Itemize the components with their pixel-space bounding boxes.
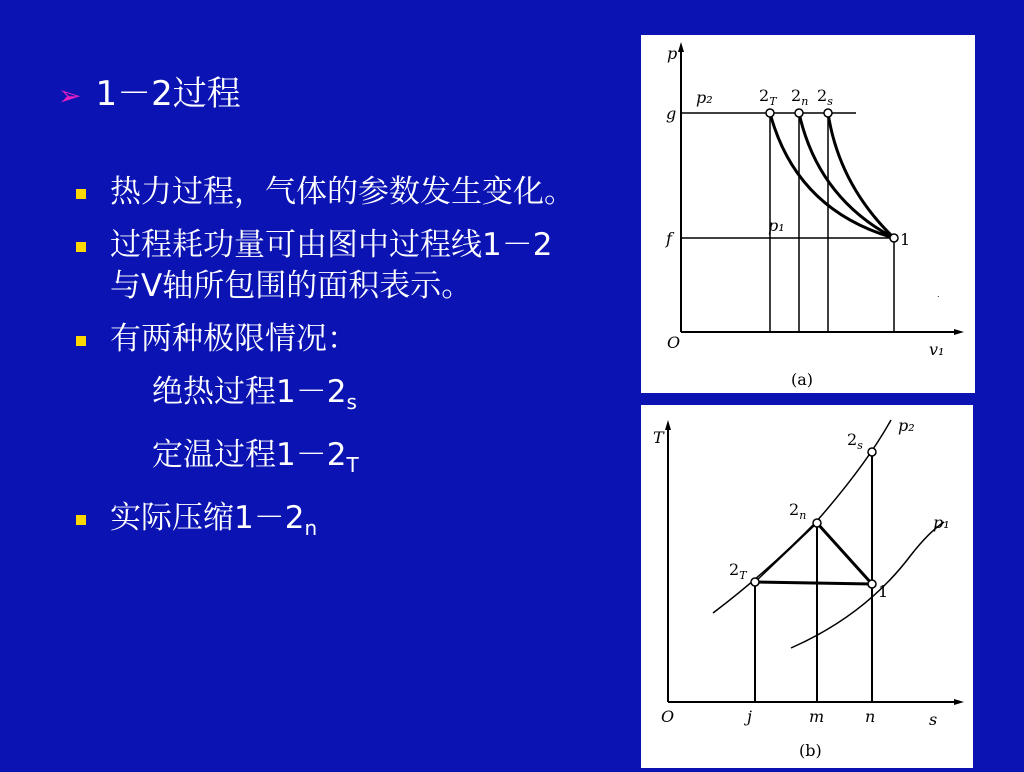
pv-caption: (a): [791, 370, 814, 389]
point-1: [890, 234, 898, 242]
isothermal-line: [755, 582, 872, 584]
point-2s: [824, 109, 832, 117]
segment-2T-2n: [755, 523, 817, 582]
bullet-item: [70, 225, 580, 307]
label-1: 1: [878, 582, 889, 601]
square-bullet-icon: [76, 336, 86, 346]
label-2s: $2_s$: [847, 430, 863, 452]
label-2T: $2_T$: [729, 560, 747, 582]
sub-item-isothermal: [70, 435, 580, 486]
square-bullet-icon: [76, 189, 86, 199]
bullet-item: [70, 319, 580, 360]
label-f: f: [666, 229, 672, 248]
pv-y-axis-label: p: [667, 44, 678, 63]
sub-item-adiabatic: [70, 372, 580, 423]
polytropic-line: [817, 523, 872, 584]
pv-diagram-panel: [641, 35, 975, 393]
bullet-text: 实际压缩1－2: [110, 500, 305, 536]
sub-item-text: 绝热过程1－2: [152, 374, 347, 410]
sub-item-subscript: s: [346, 390, 357, 414]
point-2n: [795, 109, 803, 117]
pv-x-axis-label: v₁: [929, 340, 945, 359]
label-2T: $2_T$: [759, 86, 777, 108]
ts-caption: (b): [799, 741, 822, 760]
pv-origin-label: O: [667, 333, 681, 352]
sub-item-subscript: T: [346, 453, 359, 477]
label-p2: p₂: [696, 88, 713, 107]
label-p2: p₂: [898, 416, 915, 435]
label-2s: $2_s$: [817, 86, 833, 108]
point-2T: [751, 578, 759, 586]
label-2n: $2_n$: [791, 86, 809, 108]
arrow-bullet-icon: ➢: [58, 79, 82, 112]
label-1: 1: [900, 230, 911, 249]
point-2s: [868, 448, 876, 456]
ts-x-axis-label: s: [929, 710, 938, 729]
bullet-item: [70, 172, 580, 213]
label-p1: p₁: [933, 513, 950, 532]
label-g: g: [666, 104, 677, 123]
slide-title-text: 1－2过程: [95, 74, 241, 114]
ts-origin-label: O: [661, 707, 675, 726]
square-bullet-icon: [76, 242, 86, 252]
point-2T: [766, 109, 774, 117]
label-p1: p₁: [768, 216, 785, 235]
pv-diagram: [641, 35, 975, 393]
bullet-text: 有两种极限情况：: [110, 321, 358, 357]
ts-diagram: [641, 405, 973, 768]
curve-1-2s: [828, 113, 894, 238]
stray-dot: .: [937, 290, 940, 299]
label-j: j: [747, 707, 752, 726]
bullet-list: [70, 172, 580, 561]
point-1: [868, 580, 876, 588]
bullet-item: [70, 498, 580, 549]
point-2n: [813, 519, 821, 527]
ts-diagram-panel: [641, 405, 973, 768]
label-n: n: [865, 707, 876, 726]
label-2n: $2_n$: [789, 500, 807, 522]
bullet-text: 过程耗功量可由图中过程线1－2与V轴所包围的面积表示。: [110, 227, 553, 304]
bullet-text: 热力过程，气体的参数发生变化。: [110, 174, 575, 210]
ts-y-axis-label: T: [653, 428, 664, 447]
square-bullet-icon: [76, 515, 86, 525]
slide-title: [58, 70, 241, 120]
bullet-subscript: n: [304, 516, 318, 540]
sub-item-text: 定温过程1－2: [152, 437, 347, 473]
label-m: m: [809, 707, 825, 726]
